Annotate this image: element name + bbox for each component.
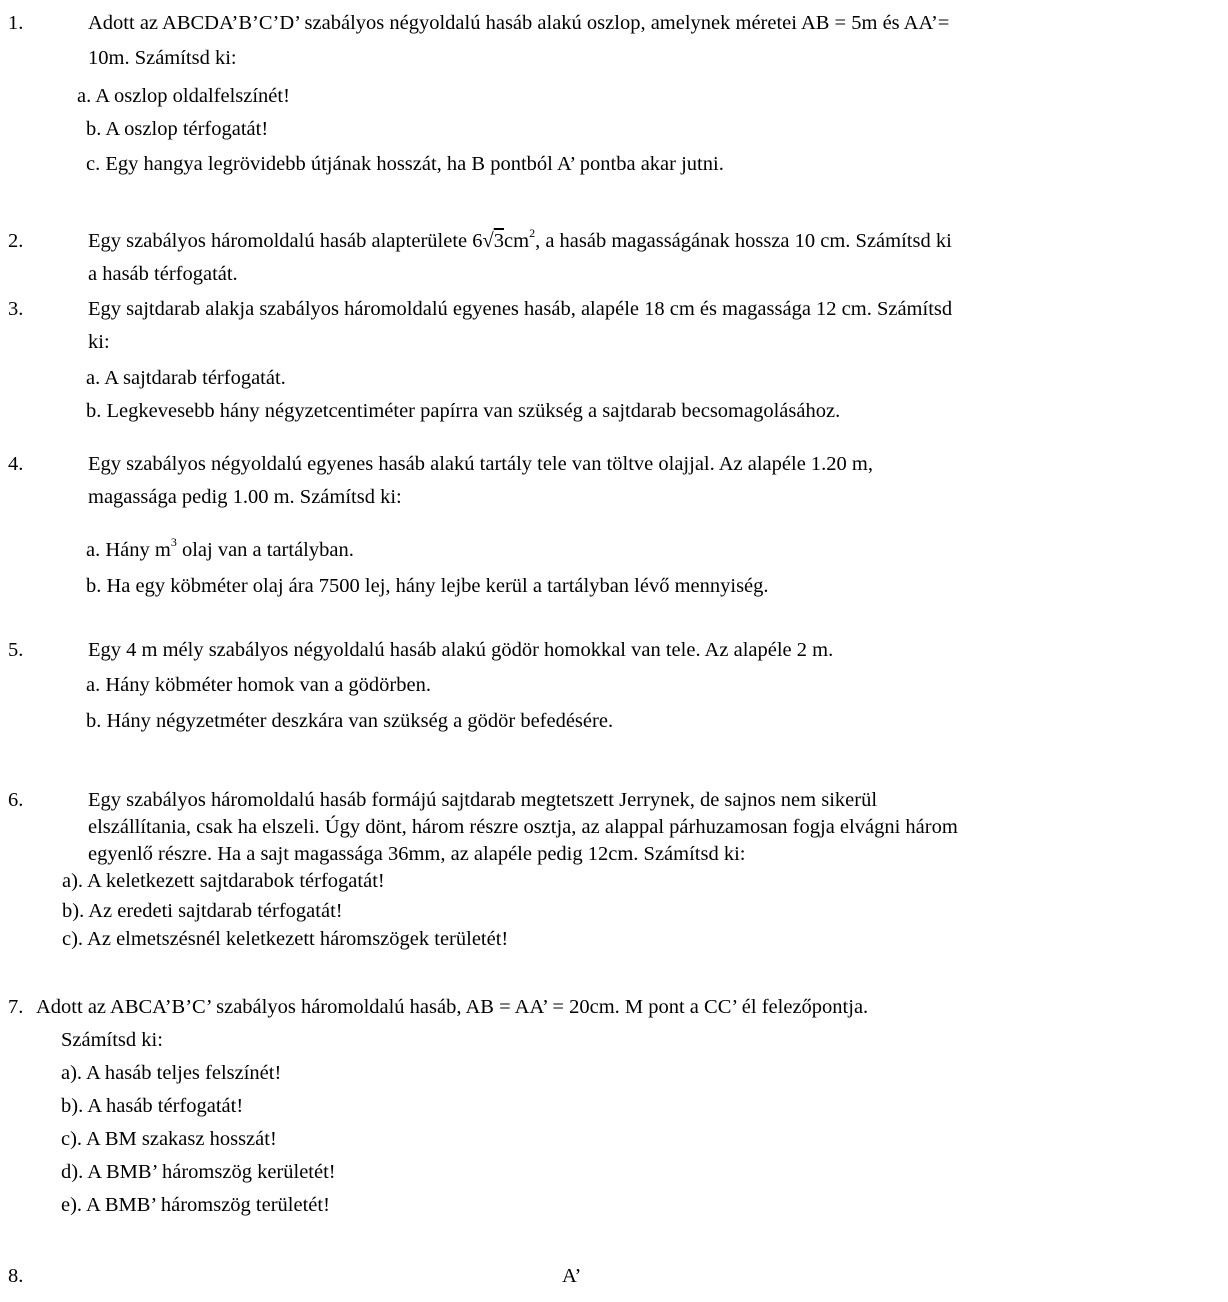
sub-question: b. Ha egy köbméter olaj ára 7500 lej, hány lejbe kerül a tartályban lévő mennyiség.	[86, 575, 769, 597]
sub-question: a). A keletkezett sajtdarabok térfogatát!	[62, 870, 385, 892]
problem-text-line: Egy szabályos háromoldalú hasáb alapterülete $6√3cm^2$, a hasáb magasságának hossza 10 cm. Számítsd ki	[88, 227, 952, 256]
sub-question: e). A BMB’ háromszög területét!	[61, 1194, 330, 1216]
sub-question: b). Az eredeti sajtdarab térfogatát!	[62, 900, 343, 922]
problem-text-line: ki:	[88, 331, 110, 353]
problem-number: 2.	[8, 230, 24, 252]
square-root-symbol: √3	[482, 230, 505, 252]
problem-text-line: Adott az ABCDA’B’C’D’ szabályos négyoldalú hasáb alakú oszlop, amelynek méretei AB = 5m és AA’=	[88, 12, 950, 34]
problem-number: 8.	[8, 1265, 24, 1287]
problem-text-line: egyenlő részre. Ha a sajt magassága 36mm, az alapéle pedig 12cm. Számítsd ki:	[88, 843, 746, 865]
problem-text-line: magassága pedig 1.00 m. Számítsd ki:	[88, 486, 402, 508]
problem-text-line: Egy szabályos négyoldalú egyenes hasáb alakú tartály tele van töltve olajjal. Az alapéle 1.20 m,	[88, 453, 873, 475]
sub-question: c). Az elmetszésnél keletkezett háromszögek területét!	[62, 928, 509, 950]
problem-number: 7.	[8, 996, 24, 1018]
problem-text-line: Adott az ABCA’B’C’ szabályos háromoldalú hasáb, AB = AA’ = 20cm. M pont a CC’ él felezőpontja.	[36, 996, 869, 1018]
sub-question: a. A sajtdarab térfogatát.	[86, 367, 286, 389]
sub-question: b. Legkevesebb hány négyzetcentiméter papírra van szükség a sajtdarab becsomagolásához.	[86, 400, 841, 422]
sub-question: a. A oszlop oldalfelszínét!	[77, 85, 290, 107]
sub-question: c). A BM szakasz hosszát!	[61, 1128, 277, 1150]
problem-number: 6.	[8, 789, 24, 811]
problem-text-line: Egy szabályos háromoldalú hasáb formájú sajtdarab megtetszett Jerrynek, de sajnos nem sikerül	[88, 789, 878, 811]
sub-question: a). A hasáb teljes felszínét!	[61, 1062, 282, 1084]
problem-text-line: a hasáb térfogatát.	[88, 263, 238, 285]
problem-text-line: elszállítania, csak ha elszeli. Úgy dönt, három részre osztja, az alappal párhuzamosan fogja elvágni három	[88, 816, 958, 838]
sub-question: b). A hasáb térfogatát!	[61, 1095, 244, 1117]
problem-text-line: Egy 4 m mély szabályos négyoldalú hasáb alakú gödör homokkal van tele. Az alapéle 2 m.	[88, 639, 834, 661]
sub-question: a. Hány $m^3$ olaj van a tartályban.	[86, 535, 354, 561]
figure-vertex-label: A’	[562, 1265, 582, 1287]
problem-number: 5.	[8, 639, 24, 661]
sub-question: c. Egy hangya legrövidebb útjának hosszát, ha B pontból A’ pontba akar jutni.	[86, 153, 724, 175]
problem-number: 3.	[8, 298, 24, 320]
sub-question: b. A oszlop térfogatát!	[86, 118, 269, 140]
problem-text-line: Egy sajtdarab alakja szabályos háromoldalú egyenes hasáb, alapéle 18 cm és magassága 12 cm. Számítsd	[88, 298, 953, 320]
problem-number: 1.	[8, 12, 24, 34]
sub-question: d). A BMB’ háromszög kerületét!	[61, 1161, 336, 1183]
sub-question: b. Hány négyzetméter deszkára van szükség a gödör befedésére.	[86, 710, 614, 732]
problem-text-line: Számítsd ki:	[61, 1029, 163, 1051]
sub-question: a. Hány köbméter homok van a gödörben.	[86, 674, 431, 696]
problem-number: 4.	[8, 453, 24, 475]
problem-text-line: 10m. Számítsd ki:	[88, 47, 237, 69]
